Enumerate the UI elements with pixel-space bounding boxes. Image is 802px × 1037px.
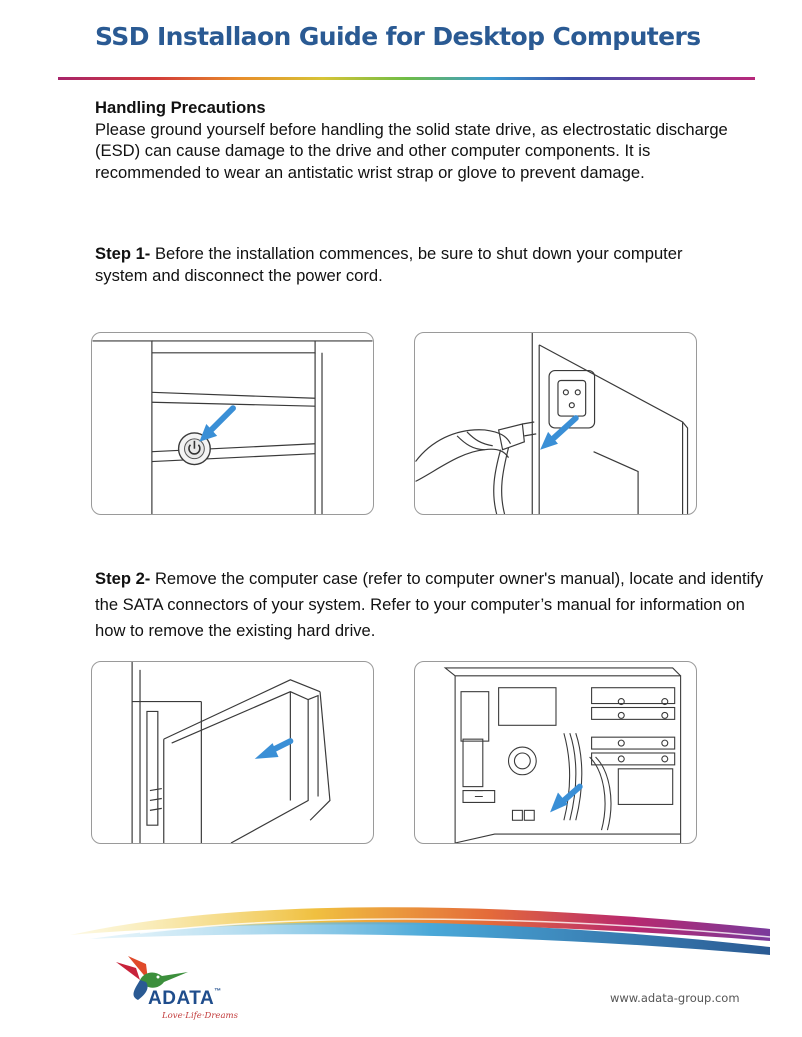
figure-remove-case [91,661,374,844]
step-1-label: Step 1- [95,244,151,263]
website-url[interactable]: www.adata-group.com [610,991,740,1005]
step-1 [95,243,735,286]
arrow-icon [199,408,233,442]
rainbow-divider [58,77,755,80]
figure-sata-connectors [414,661,697,844]
power-cord-illustration [415,333,696,514]
precautions-body: Please ground yourself before handling the solid state drive, as electrostatic discharge (ESD) can cause damage to the drive and other computer components. It is recommended to wear an antistatic wrist strap or glove to prevent damage. [95,119,728,182]
step-2-text: Remove the computer case (refer to computer owner's manual), locate and identify the SATA connectors of your system. Refer to your computer’s manual for information on how to remove the existing hard drive. [95,569,764,640]
figure-power-button [91,332,374,515]
arrow-icon [255,741,291,759]
arrow-icon [540,418,576,450]
brand-name: ADATA™ [148,988,222,1009]
remove-case-illustration [92,662,373,843]
power-button-illustration [92,333,373,514]
sata-connectors-illustration [415,662,696,843]
arrow-icon [550,787,580,813]
precautions-heading: Handling Precautions [95,98,266,117]
step-2 [95,566,775,644]
handling-precautions [95,97,735,183]
page-title: SSD Installaon Guide for Desktop Computers [95,22,701,51]
brand-tagline: Love·Life·Dreams [162,1011,238,1021]
figure-power-cord [414,332,697,515]
step-1-text: Before the installation commences, be sure to shut down your computer system and disconnect the power cord. [95,244,683,285]
step-2-label: Step 2- [95,569,151,588]
